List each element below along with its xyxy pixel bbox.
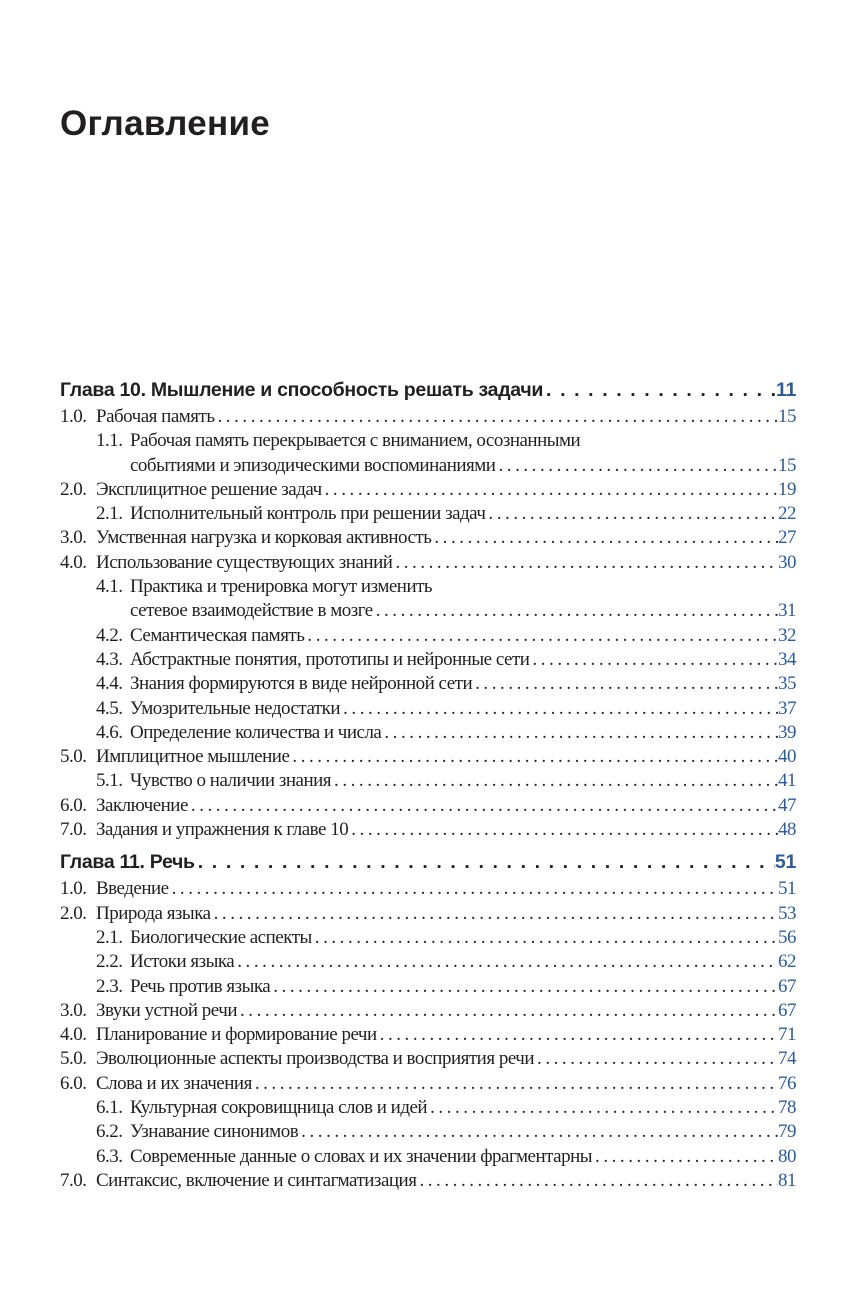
dot-leader xyxy=(195,848,775,877)
section-title: Рабочая память xyxy=(96,406,215,427)
toc-section-entry[interactable] xyxy=(60,818,796,842)
toc-section-entry[interactable] xyxy=(60,429,796,453)
page-number[interactable]: 76 xyxy=(778,1072,796,1094)
dot-leader xyxy=(312,926,778,950)
section-number: 1.0. xyxy=(60,878,87,900)
dot-leader xyxy=(529,648,778,672)
page-number[interactable]: 51 xyxy=(778,878,796,900)
section-number: 2.1. xyxy=(96,503,123,525)
toc-section-entry[interactable] xyxy=(60,877,796,901)
page-number[interactable]: 15 xyxy=(778,454,796,476)
dot-leader xyxy=(298,1120,778,1144)
dot-leader xyxy=(188,794,778,818)
section-number: 7.0. xyxy=(60,1169,87,1191)
dot-leader xyxy=(331,769,778,793)
toc-section-entry[interactable] xyxy=(60,975,796,999)
page-number[interactable]: 32 xyxy=(778,624,796,646)
section-number: 4.3. xyxy=(96,648,123,670)
section-title-continued: событиями и эпизодическими воспоминаниями xyxy=(130,454,496,476)
toc-section-entry[interactable] xyxy=(60,926,796,950)
section-title: Узнавание синонимов xyxy=(130,1121,299,1143)
section-number: 2.1. xyxy=(96,926,123,948)
section-number: 4.4. xyxy=(96,673,123,695)
section-number: 2.3. xyxy=(96,975,123,997)
toc-section-entry[interactable] xyxy=(60,1145,796,1169)
section-number: 4.0. xyxy=(60,1024,87,1046)
dot-leader xyxy=(237,999,778,1023)
dot-leader xyxy=(495,454,778,478)
section-title: Звуки устной речи xyxy=(96,999,237,1021)
section-title: Эксплицитное решение задач xyxy=(96,478,322,500)
dot-leader xyxy=(270,975,778,999)
section-number: 3.0. xyxy=(60,527,87,549)
dot-leader xyxy=(169,877,778,901)
page-number[interactable]: 67 xyxy=(778,999,796,1021)
page-number[interactable]: 34 xyxy=(778,648,796,670)
section-number: 6.2. xyxy=(96,1121,123,1143)
section-number: 5.0. xyxy=(60,1048,87,1070)
page-number[interactable]: 27 xyxy=(778,527,796,549)
page-number[interactable]: 53 xyxy=(778,902,796,924)
section-title: Истоки языка xyxy=(130,951,235,973)
section-title: Семантическая память xyxy=(130,624,305,646)
dot-leader xyxy=(485,502,778,526)
page-number[interactable]: 71 xyxy=(778,1024,796,1046)
section-number: 5.1. xyxy=(96,770,123,792)
toc-section-entry[interactable] xyxy=(60,1023,796,1047)
section-title: Биологические аспекты xyxy=(130,926,312,948)
toc-section-entry[interactable] xyxy=(60,478,796,502)
toc-section-entry[interactable] xyxy=(60,526,796,550)
page-number[interactable]: 79 xyxy=(778,1121,796,1143)
section-number: 2.0. xyxy=(60,902,87,924)
section-number: 4.0. xyxy=(60,551,87,573)
section-title: Знания формируются в виде нейронной сети xyxy=(130,673,473,695)
section-number: 1.0. xyxy=(60,406,87,427)
page-number[interactable]: 22 xyxy=(778,503,796,525)
section-title: Абстрактные понятия, прототипы и нейронные сети xyxy=(130,648,530,670)
page-number[interactable]: 15 xyxy=(778,406,796,427)
section-number: 1.1. xyxy=(96,430,123,452)
section-number: 5.0. xyxy=(60,746,87,768)
page-number[interactable]: 39 xyxy=(778,721,796,743)
dot-leader xyxy=(472,672,778,696)
dot-leader xyxy=(234,950,778,974)
section-title: Введение xyxy=(96,878,169,900)
toc-section-entry[interactable] xyxy=(60,502,796,526)
section-title: Современные данные о словах и их значении фрагментарны xyxy=(130,1145,593,1167)
page-number[interactable]: 47 xyxy=(778,794,796,816)
toc-section-entry[interactable] xyxy=(60,1169,796,1193)
toc-section-entry[interactable] xyxy=(60,648,796,672)
toc-section-entry[interactable] xyxy=(60,697,796,721)
toc-section-entry-continued[interactable] xyxy=(60,454,796,478)
dot-leader xyxy=(416,1169,778,1193)
toc-section-entry[interactable] xyxy=(60,672,796,696)
page-number[interactable]: 31 xyxy=(778,600,796,622)
table-of-contents xyxy=(60,376,796,1193)
toc-section-entry[interactable] xyxy=(60,1047,796,1071)
toc-section-entry-continued[interactable] xyxy=(60,599,796,623)
dot-leader xyxy=(427,1096,778,1120)
toc-section-entry[interactable] xyxy=(60,745,796,769)
page-number[interactable]: 78 xyxy=(778,1097,796,1119)
section-number: 7.0. xyxy=(60,819,87,841)
section-title: Задания и упражнения к главе 10 xyxy=(96,819,349,841)
section-title: Умозрительные недостатки xyxy=(130,697,341,719)
section-title: Заключение xyxy=(96,794,188,816)
section-title: Синтаксис, включение и синтагматизация xyxy=(96,1169,417,1191)
section-number: 6.1. xyxy=(96,1097,123,1119)
toc-section-entry[interactable] xyxy=(60,624,796,648)
page-number[interactable]: 37 xyxy=(778,697,796,719)
toc-section-entry[interactable] xyxy=(60,721,796,745)
dot-leader xyxy=(377,1023,778,1047)
section-number: 3.0. xyxy=(60,999,87,1021)
dot-leader xyxy=(348,818,778,842)
section-number: 4.1. xyxy=(96,576,123,598)
toc-section-entry[interactable] xyxy=(60,794,796,818)
section-title: Рабочая память перекрывается с вниманием, осознанными xyxy=(130,430,581,452)
toc-section-entry[interactable] xyxy=(60,405,796,429)
dot-leader xyxy=(289,745,778,769)
page-number[interactable]: 51 xyxy=(774,851,796,874)
page-number[interactable]: 56 xyxy=(778,926,796,948)
section-number: 4.5. xyxy=(96,697,123,719)
section-number: 4.2. xyxy=(96,624,123,646)
section-number: 4.6. xyxy=(96,721,123,743)
dot-leader xyxy=(215,405,779,429)
dot-leader xyxy=(534,1047,778,1071)
dot-leader xyxy=(392,551,778,575)
section-title-continued: сетевое взаимодействие в мозге xyxy=(130,600,373,622)
dot-leader xyxy=(373,599,778,623)
page-number[interactable]: 11 xyxy=(775,379,796,401)
toc-section-entry[interactable] xyxy=(60,1096,796,1120)
dot-leader xyxy=(322,478,778,502)
toc-section-entry[interactable] xyxy=(60,902,796,926)
dot-leader xyxy=(211,902,778,926)
toc-section-entry[interactable] xyxy=(60,575,796,599)
toc-section-entry[interactable] xyxy=(60,551,796,575)
dot-leader xyxy=(592,1145,778,1169)
section-title: Культурная сокровищница слов и идей xyxy=(130,1097,428,1119)
page-number[interactable]: 67 xyxy=(778,975,796,997)
section-title: Практика и тренировка могут изменить xyxy=(130,576,433,598)
section-number: 6.0. xyxy=(60,1072,87,1094)
section-title: Имплицитное мышление xyxy=(96,746,290,768)
section-number: 2.0. xyxy=(60,478,87,500)
section-title: Эволюционные аспекты производства и восприятия речи xyxy=(96,1048,535,1070)
toc-section-entry[interactable] xyxy=(60,1120,796,1144)
section-title: Слова и их значения xyxy=(96,1072,252,1094)
section-title: Определение количества и числа xyxy=(130,721,382,743)
page-number[interactable]: 19 xyxy=(778,478,796,500)
page-number[interactable]: 81 xyxy=(778,1169,796,1191)
section-title: Чувство о наличии знания xyxy=(130,770,332,792)
section-title: Умственная нагрузка и корковая активность xyxy=(96,527,432,549)
chapter-title: Глава 11. Речь xyxy=(60,851,195,874)
section-title: Исполнительный контроль при решении задач xyxy=(130,503,486,525)
page-number[interactable]: 30 xyxy=(778,551,796,573)
section-number: 2.2. xyxy=(96,951,123,973)
section-title: Планирование и формирование речи xyxy=(96,1024,377,1046)
page-title: Оглавление xyxy=(60,104,271,143)
section-title: Природа языка xyxy=(96,902,211,924)
dot-leader xyxy=(252,1072,778,1096)
toc-chapter-entry[interactable] xyxy=(60,376,796,405)
dot-leader xyxy=(543,376,776,405)
page-number[interactable]: 48 xyxy=(778,819,796,841)
page-number[interactable]: 41 xyxy=(778,770,796,792)
page-number[interactable]: 74 xyxy=(778,1048,796,1070)
page-number[interactable]: 80 xyxy=(778,1145,796,1167)
dot-leader xyxy=(381,721,778,745)
toc-section-entry[interactable] xyxy=(60,999,796,1023)
section-number: 6.0. xyxy=(60,794,87,816)
dot-leader xyxy=(340,697,778,721)
page-number[interactable]: 40 xyxy=(778,746,796,768)
chapter-title: Глава 10. Мышление и способность решать задачи xyxy=(60,379,544,401)
section-title: Речь против языка xyxy=(130,975,271,997)
dot-leader xyxy=(304,624,778,648)
page-number[interactable]: 35 xyxy=(778,673,796,695)
toc-section-entry[interactable] xyxy=(60,1072,796,1096)
toc-chapter-entry[interactable] xyxy=(60,848,796,877)
toc-section-entry[interactable] xyxy=(60,769,796,793)
toc-section-entry[interactable] xyxy=(60,950,796,974)
dot-leader xyxy=(431,526,778,550)
section-title: Использование существующих знаний xyxy=(96,551,393,573)
page-number[interactable]: 62 xyxy=(778,951,796,973)
section-number: 6.3. xyxy=(96,1145,123,1167)
